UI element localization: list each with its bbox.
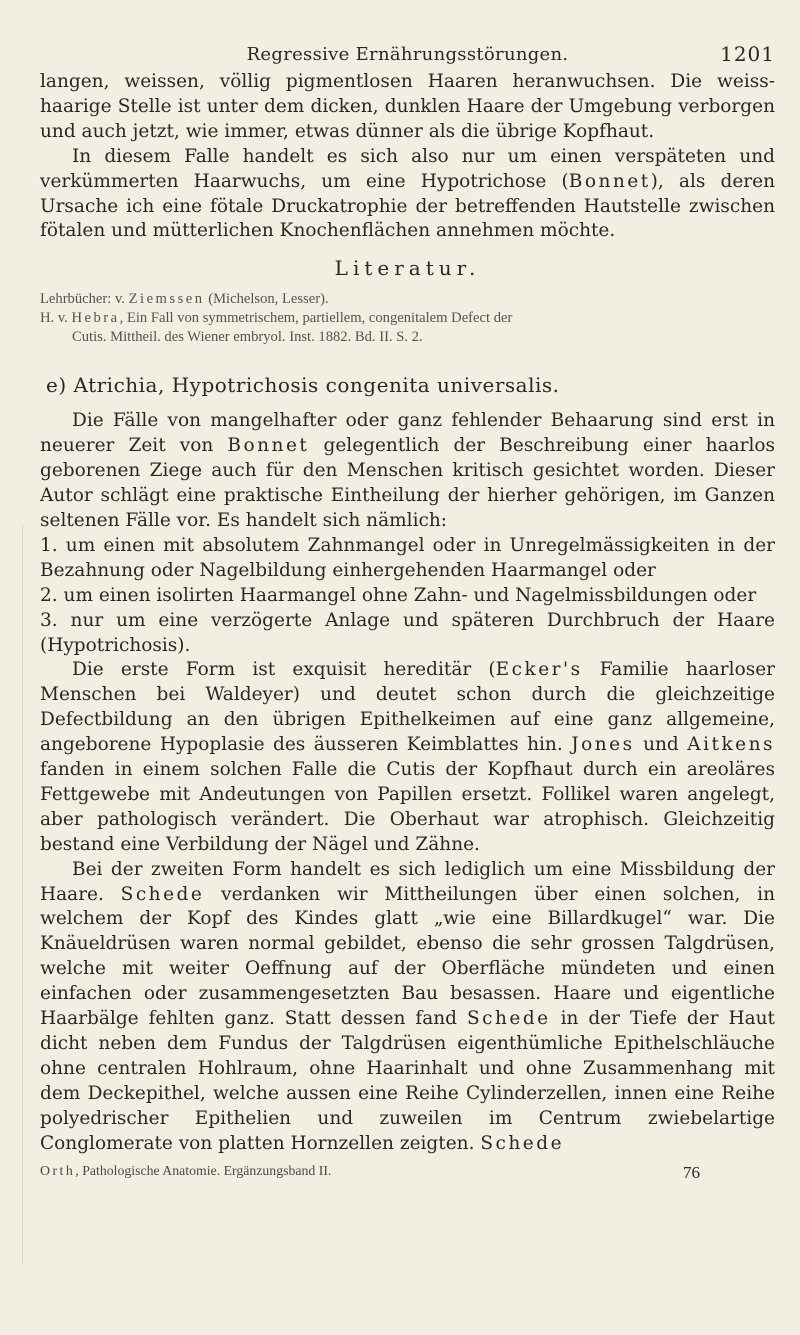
section-heading: e) Atrichia, Hypotrichosis congenita universalis. bbox=[46, 373, 560, 398]
page-footer bbox=[40, 1161, 775, 1185]
running-title: Regressive Ernährungsstörungen. bbox=[246, 44, 569, 65]
section-paragraph-1: Die Fälle von mangelhafter oder ganz fehlender Behaarung sind erst in neuerer Zeit von Bonnet gelegentlich der Beschreibung einer haarlos geborenen Ziege auch für den Menschen kritisch gesichtet worden. Dieser Autor schlägt eine praktische Eintheilung der hierher gehörigen, im Ganzen seltenen Fälle vor. Es handelt sich nämlich: bbox=[40, 410, 775, 531]
section-paragraph-3: Bei der zweiten Form handelt es sich lediglich um eine Missbildung der Haare. Schede verdanken wir Mittheilungen über einen solchen, in welchem der Kopf des Kindes glatt „wie eine Billardkugel“ war. Die Knäueldrüsen waren normal gebildet, ebenso die sehr grossen Talgdrüsen, welche mit weiter Oeffnung auf der Oberfläche mündeten und einen einfachen oder zusammengesetzten Bau besassen. Haare und eigentliche Haarbälge fehlten ganz. Statt dessen fand Schede in der Tiefe der Haut dicht neben dem Fundus der Talgdrüsen eigenthümliche Epithelschläuche ohne centralen Hohlraum, ohne Haarinhalt und ohne Zusammenhang mit dem Deckepithel, welche aussen eine Reihe Cylinderzellen, innen eine Reihe polyedrischer Epithelien und zuweilen im Centrum zwiebelartige Conglomerate von platten Hornzellen zeigten. Schede bbox=[40, 858, 775, 1154]
author-name: Bonnet bbox=[227, 435, 310, 457]
running-header bbox=[40, 30, 775, 70]
author-name: Schede bbox=[480, 1132, 565, 1154]
list-item: 1. um einen mit absolutem Zahnmangel oder in Unregelmässigkeiten in der Bezahnung oder Nagelbildung einhergehenden Haarmangel oder bbox=[40, 534, 775, 581]
signature-mark: 76 bbox=[683, 1162, 700, 1182]
author-name: Orth bbox=[40, 1162, 76, 1178]
author-name: Schede bbox=[120, 883, 205, 905]
book-page bbox=[40, 30, 775, 1185]
author-name: Michelson, Lesser bbox=[213, 291, 321, 308]
reference-2-continued: Cutis. Mittheil. des Wiener embryol. Inst. 1882. Bd. II. S. 2. bbox=[72, 329, 423, 346]
reference-2: H. v. Hebra, Ein Fall von symmetrischem, partiellem, congenitalem Defect der bbox=[40, 310, 513, 327]
author-name: Ecker's bbox=[495, 659, 583, 681]
list-item: 3. nur um eine verzögerte Anlage und späteren Durchbruch der Haare (Hypotrichosis). bbox=[40, 609, 775, 656]
reference-1: Lehrbücher: v. Ziemssen (Michelson, Lesser). bbox=[40, 291, 329, 308]
footer-line: Orth, Pathologische Anatomie. Ergänzungsband II. bbox=[40, 1162, 332, 1178]
author-name: Bonnet bbox=[568, 170, 651, 192]
author-name: Aitkens bbox=[687, 734, 776, 756]
literature-heading: Literatur. bbox=[334, 256, 481, 281]
author-name: Schede bbox=[466, 1008, 551, 1030]
author-name: Hebra bbox=[71, 310, 120, 327]
author-name: Waldeyer bbox=[205, 684, 293, 706]
page-body bbox=[40, 70, 775, 1157]
list-item: 2. um einen isolirten Haarmangel ohne Zahn- und Nagelmissbildungen oder bbox=[40, 584, 757, 606]
intro-paragraph-2: In diesem Falle handelt es sich also nur um einen verspäteten und verkümmerten Haarwuchs, um eine Hypotrichose (Bonnet), als deren Ursache ich eine fötale Druckatrophie der betreffenden Hautstelle zwischen fötalen und mütterlichen Knochenflächen annehmen möchte. bbox=[40, 145, 775, 242]
page-edge-shadow bbox=[22, 525, 23, 1265]
author-name: Ziemssen bbox=[128, 291, 205, 308]
section-paragraph-2: Die erste Form ist exquisit hereditär (Ecker's Familie haarloser Menschen bei Waldeyer) und deutet schon durch die gleichzeitige Defectbildung an den übrigen Epithelkeimen auf eine ganz allgemeine, angeborene Hypoplasie des äusseren Keimblattes hin. Jones und Aitkens fanden in einem solchen Falle die Cutis der Kopfhaut durch ein areoläres Fettgewebe mit Andeutungen von Papillen ersetzt. Follikel waren angelegt, aber pathologisch verändert. Die Oberhaut war atrophisch. Gleichzeitig bestand eine Verbildung der Nägel und Zähne. bbox=[40, 659, 776, 855]
intro-paragraph-1: langen, weissen, völlig pigmentlosen Haaren heranwuchsen. Die weiss-haarige Stelle ist unter dem dicken, dunklen Haare der Umgebung verborgen und auch jetzt, wie immer, etwas dünner als die übrige Kopfhaut. bbox=[40, 71, 775, 142]
author-name: Jones bbox=[571, 734, 635, 756]
page-number: 1201 bbox=[720, 42, 775, 66]
